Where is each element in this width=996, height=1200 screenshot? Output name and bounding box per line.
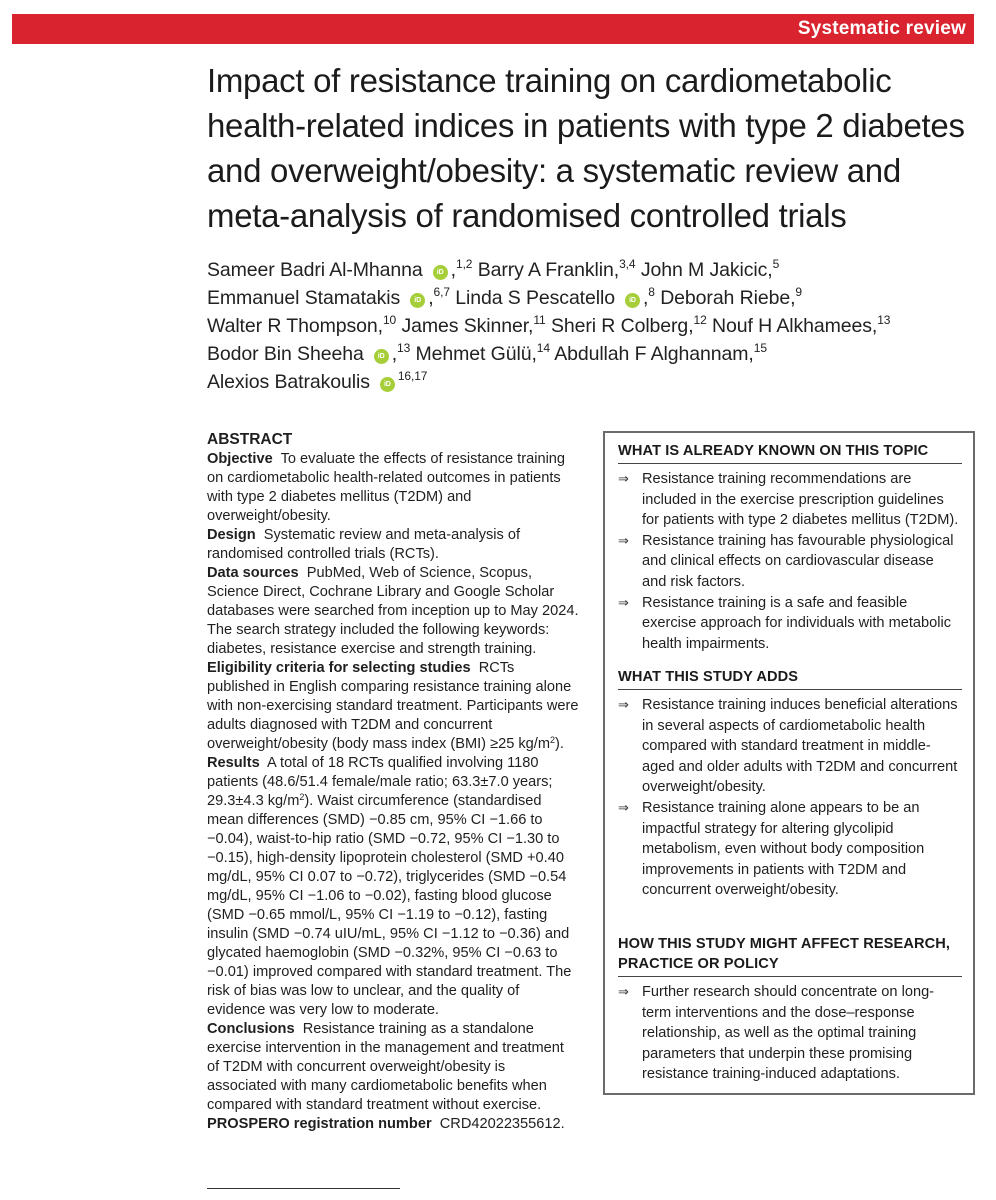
affiliation-number: 14 — [536, 341, 550, 355]
abstract-conclusions — [207, 1020, 579, 1115]
author-name: Nouf H Alkhamees — [712, 315, 872, 337]
orcid-icon[interactable]: iD — [433, 265, 448, 280]
affect-heading: HOW THIS STUDY MIGHT AFFECT RESEARCH, PRACTICE OR POLICY — [618, 934, 962, 977]
author-name: Walter R Thompson — [207, 315, 378, 337]
list-item-text: Resistance training recommendations are included in the exercise prescription guidelines for patients with type 2 diabetes mellitus (T2DM). — [642, 471, 959, 529]
list-item — [618, 798, 962, 901]
summary-box — [603, 431, 975, 1095]
list-item — [618, 695, 962, 798]
author-name: Sameer Badri Al-Mhanna — [207, 259, 423, 281]
abstract — [207, 430, 579, 1134]
author: Sameer Badri Al-Mhanna iD ,$^{1,2}$ — [207, 257, 473, 281]
orcid-icon[interactable]: iD — [410, 293, 425, 308]
adds-section — [618, 667, 962, 901]
list-item — [618, 982, 962, 1085]
conclusions-label: Conclusions — [207, 1021, 295, 1037]
author-name: Sheri R Colberg — [550, 315, 689, 337]
author: Mehmet Gülü,$^{14}$ — [415, 341, 550, 365]
arrow-icon: ⇒ — [618, 984, 629, 999]
author: Abdullah F Alghannam,$^{15}$ — [554, 341, 767, 365]
design-label: Design — [207, 527, 256, 543]
orcid-icon[interactable]: iD — [380, 377, 395, 392]
list-item-text: Resistance training induces beneficial alterations in several aspects of cardiometabolic health compared with standard treatment in middle-aged and older adults with T2DM and concurrent overweight/obesity. — [642, 697, 958, 796]
author-list — [207, 256, 977, 396]
prospero-label: PROSPERO registration number — [207, 1116, 432, 1132]
affiliation-number: 9 — [795, 285, 802, 299]
author: Nouf H Alkhamees,$^{13}$ — [712, 313, 891, 337]
arrow-icon: ⇒ — [618, 532, 629, 548]
conclusions-text: Resistance training as a standalone exercise intervention in the management and treatment of T2DM with concurrent overweight/obesity is associated with many cardiometabolic benefits when compared with standard treatment without exercise. — [207, 1021, 564, 1113]
abstract-prospero — [207, 1115, 579, 1134]
author: Emmanuel Stamatakis iD ,$^{6,7}$ — [207, 285, 450, 309]
author — [207, 371, 427, 393]
author: John M Jakicic,$^5$ — [640, 257, 780, 281]
results-text-end: ). Waist circumference (standardised mean differences (SMD) −0.85 cm, 95% CI −1.66 to −0.04), waist-to-hip ratio (SMD −0.72, 95% CI −1.30 to −0.15), high-density lipoprotein cholesterol (SMD +0.40 mg/dL, 95% CI 0.07 to −0.72), triglycerides (SMD −0.54 mg/dL, 95% CI −1.06 to −0.02), fasting blood glucose (SMD −0.65 mmol/L, 95% CI −1.19 to −0.12), fasting insulin (SMD −0.74 uIU/mL, 95% CI −1.12 to −0.36) and glycated haemoglobin (SMD −0.32%, 95% CI −0.63 to −0.01) improved compared with standard treatment. The risk of bias was low to unclear, and the quality of evidence was very low to moderate. — [207, 793, 572, 1018]
affiliation-number: 3,4 — [619, 257, 636, 271]
orcid-icon[interactable]: iD — [625, 293, 640, 308]
affiliation-number: 15 — [753, 341, 767, 355]
objective-label: Objective — [207, 451, 273, 467]
author: James Skinner,$^{11}$ — [401, 313, 546, 337]
affiliation-number: 8 — [648, 285, 655, 299]
author-name: Abdullah F Alghannam — [554, 343, 749, 365]
list-item — [618, 469, 962, 531]
objective-text: To evaluate the effects of resistance training on cardiometabolic health-related outcomes in patients with type 2 diabetes mellitus (T2DM) and overweight/obesity. — [207, 451, 566, 524]
known-heading: WHAT IS ALREADY KNOWN ON THIS TOPIC — [618, 441, 962, 464]
arrow-icon: ⇒ — [618, 799, 629, 815]
author: Bodor Bin Sheeha iD ,$^{13}$ — [207, 341, 411, 365]
affiliation-number: 10 — [382, 313, 397, 327]
list-item — [618, 593, 962, 655]
list-item-text: Further research should concentrate on long-term interventions and the dose–response relationship, as well as the optimal training parameters that underpin these promising resistance training-induced adaptations. — [642, 984, 935, 1083]
list-item-text: Resistance training alone appears to be an impactful strategy for altering glycolipid metabolism, even without body composition improvements in patients with T2DM and concurrent overweight/obesity. — [642, 799, 925, 899]
author: Sheri R Colberg,$^{12}$ — [550, 313, 707, 337]
affiliation-number: 13 — [397, 341, 411, 355]
superscript: 2 — [550, 735, 556, 745]
eligibility-text-end: ). — [555, 736, 564, 752]
adds-heading: WHAT THIS STUDY ADDS — [618, 667, 962, 690]
author-name: Linda S Pescatello — [455, 287, 615, 309]
arrow-icon: ⇒ — [618, 471, 629, 486]
list-item-text: Resistance training is a safe and feasible exercise approach for individuals with metabolic health impairments. — [642, 594, 952, 652]
known-section — [618, 441, 962, 654]
abstract-heading: ABSTRACT — [207, 431, 293, 448]
author-name: Bodor Bin Sheeha — [207, 343, 364, 365]
data-sources-label: Data sources — [207, 565, 299, 581]
abstract-results — [207, 754, 579, 1020]
author: Linda S Pescatello iD ,$^8$ — [455, 285, 655, 309]
data-sources-text: PubMed, Web of Science, Scopus, Science Direct, Cochrane Library and Google Scholar databases were searched from inception up to May 2024. The search strategy included the following keywords: diabetes, resistance exercise and strength training. — [207, 565, 579, 657]
affiliation-number: 5 — [772, 257, 780, 271]
affiliation-number: 1,2 — [456, 257, 473, 271]
author-name: Deborah Riebe — [660, 287, 791, 309]
abstract-data-sources — [207, 564, 579, 659]
article-title: Impact of resistance training on cardiometabolic health-related indices in patients with type 2 diabetes and overweight/obesity: a systematic review and meta-analysis of randomised controlled trials — [207, 62, 965, 234]
author-name: Mehmet Gülü — [415, 343, 532, 365]
affiliation-number: 16,17 — [397, 369, 428, 383]
arrow-icon: ⇒ — [618, 697, 629, 712]
author: Barry A Franklin,$^{3,4}$ — [477, 257, 636, 281]
author-name: Emmanuel Stamatakis — [207, 287, 401, 309]
design-text: Systematic review and meta-analysis of randomised controlled trials (RCTs). — [207, 527, 521, 562]
orcid-icon[interactable]: iD — [374, 349, 389, 364]
author-name: Barry A Franklin — [477, 259, 614, 281]
author-name: James Skinner — [401, 315, 529, 337]
superscript: 2 — [299, 792, 305, 802]
eligibility-label: Eligibility criteria for selecting studies — [207, 660, 471, 676]
results-text: A total of 18 RCTs qualified involving 1180 patients (48.6/51.4 female/male ratio; 63.3±7.0 years; 29.3±4.3 kg/m — [207, 755, 553, 809]
section-banner: Systematic review — [12, 14, 974, 44]
arrow-icon: ⇒ — [618, 594, 629, 610]
prospero-number: CRD42022355612. — [439, 1116, 565, 1132]
affect-section — [618, 934, 962, 1085]
author-name: Alexios Batrakoulis — [207, 371, 370, 393]
affiliation-number: 12 — [693, 313, 707, 327]
author-name: John M Jakicic — [640, 259, 768, 281]
affiliation-number: 13 — [877, 313, 891, 327]
footnote-divider — [207, 1188, 400, 1189]
results-label: Results — [207, 755, 260, 771]
abstract-eligibility — [207, 659, 579, 754]
abstract-design — [207, 526, 579, 564]
author: Walter R Thompson,$^{10}$ — [207, 313, 397, 337]
abstract-objective — [207, 450, 579, 526]
author: Deborah Riebe,$^9$ — [660, 285, 802, 309]
list-item-text: Resistance training has favourable physiological and clinical effects on cardiovascular disease and risk factors. — [642, 532, 954, 590]
eligibility-text: RCTs published in English comparing resistance training alone with non-exercising standard treatment. Participants were adults diagnosed with T2DM and concurrent overweight/obesity (body mass index (BMI) ≥25 kg/m — [207, 660, 579, 752]
affiliation-number: 11 — [533, 313, 546, 327]
affiliation-number: 6,7 — [433, 285, 450, 299]
list-item — [618, 531, 962, 593]
